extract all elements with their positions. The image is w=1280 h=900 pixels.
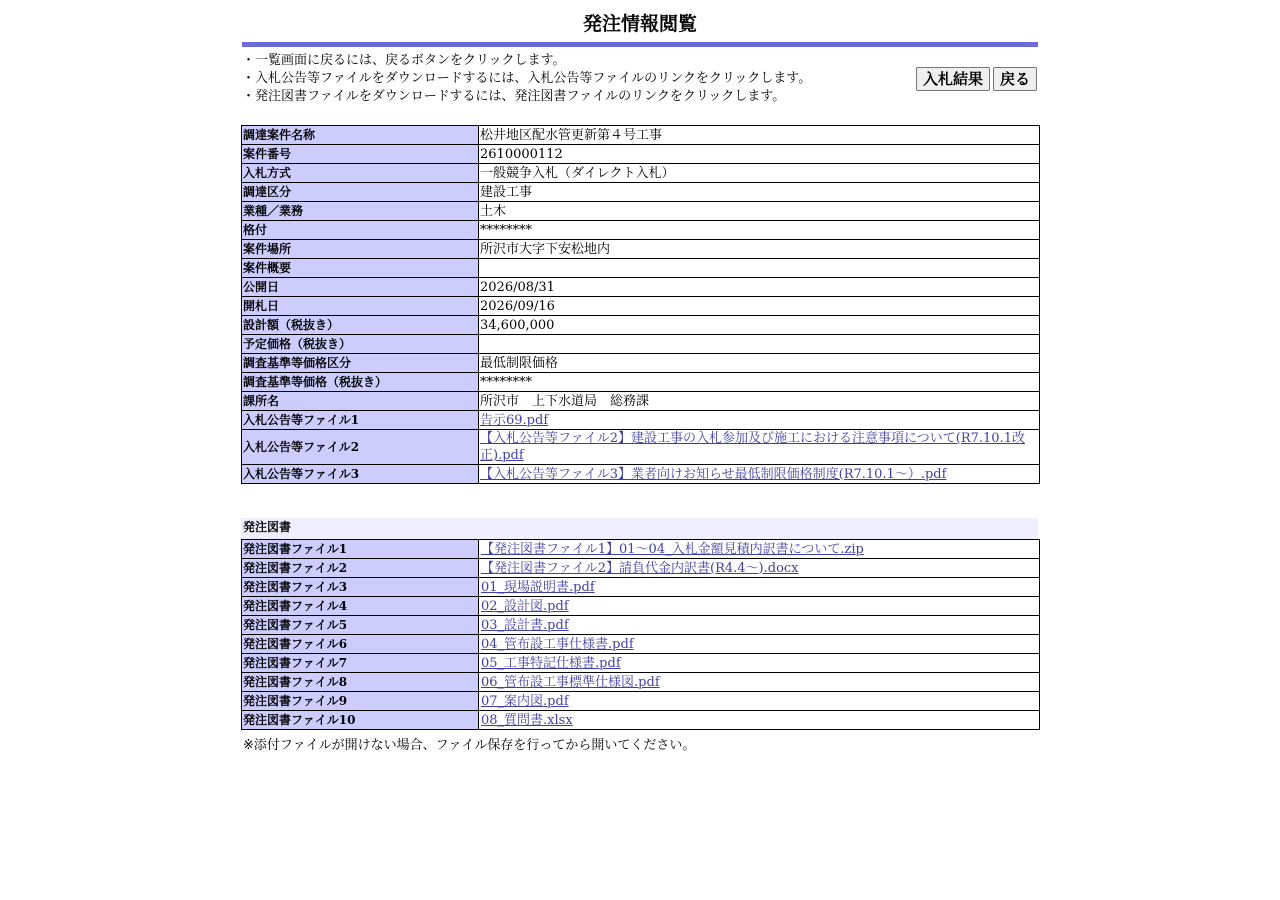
table-row	[242, 259, 1040, 278]
file-download-link[interactable]: 01_現場説明書.pdf	[481, 579, 595, 595]
instruction-list	[242, 52, 811, 106]
table-row	[242, 559, 1040, 578]
table-row	[242, 411, 1040, 430]
row-label: 案件場所	[242, 240, 479, 259]
table-row	[242, 240, 1040, 259]
row-label: 入札公告等ファイル1	[242, 411, 479, 430]
row-label: 調査基準等価格（税抜き）	[242, 373, 479, 392]
file-download-link[interactable]: 【発注図書ファイル2】請負代金内訳書(R4.4～).docx	[481, 560, 799, 576]
bid-results-button[interactable]: 入札結果	[916, 67, 990, 91]
table-row	[242, 297, 1040, 316]
table-row	[242, 183, 1040, 202]
row-label: 案件概要	[242, 259, 479, 278]
file-download-link[interactable]: 【入札公告等ファイル2】建設工事の入札参加及び施工における注意事項について(R7.10.1改正).pdf	[480, 431, 1025, 463]
row-label: 発注図書ファイル2	[242, 559, 479, 578]
file-download-link[interactable]: 07_案内図.pdf	[481, 693, 569, 709]
file-download-link[interactable]: 04_管布設工事仕様書.pdf	[481, 636, 634, 652]
row-label: 調査基準等価格区分	[242, 354, 479, 373]
row-label: 発注図書ファイル8	[242, 673, 479, 692]
table-row	[242, 316, 1040, 335]
table-row	[242, 711, 1040, 730]
row-value: 2610000112	[479, 145, 1040, 164]
row-value-link-cell	[479, 597, 1040, 616]
row-label: 調達区分	[242, 183, 479, 202]
row-label: 発注図書ファイル4	[242, 597, 479, 616]
row-value: 34,600,000	[479, 316, 1040, 335]
table-row	[242, 616, 1040, 635]
drawings-table	[241, 539, 1040, 730]
row-label: 業種／業務	[242, 202, 479, 221]
row-value-link-cell	[479, 559, 1040, 578]
procurement-info-table	[241, 125, 1040, 484]
row-label: 入札公告等ファイル3	[242, 465, 479, 484]
table-row	[242, 465, 1040, 484]
row-label: 予定価格（税抜き）	[242, 335, 479, 354]
table-row	[242, 202, 1040, 221]
row-label: 設計額（税抜き）	[242, 316, 479, 335]
table-row	[242, 145, 1040, 164]
row-value-link-cell	[479, 540, 1040, 559]
file-download-link[interactable]: 05_工事特記仕様書.pdf	[481, 655, 621, 671]
drawings-section-header: 発注図書	[241, 518, 1038, 539]
page-title: 発注情報閲覧	[582, 13, 697, 35]
row-label: 課所名	[242, 392, 479, 411]
section-spacer	[241, 484, 1039, 518]
row-label: 発注図書ファイル6	[242, 635, 479, 654]
table-row	[242, 392, 1040, 411]
row-value-link-cell	[479, 465, 1040, 484]
row-value: 2026/08/31	[479, 278, 1040, 297]
file-download-link[interactable]: 06_管布設工事標準仕様図.pdf	[481, 674, 660, 690]
row-value: 松井地区配水管更新第４号工事	[479, 126, 1040, 145]
file-download-link[interactable]: 【発注図書ファイル1】01～04_入札金額見積内訳書について.zip	[481, 541, 864, 557]
table-row	[242, 335, 1040, 354]
file-download-link[interactable]: 02_設計図.pdf	[481, 598, 569, 614]
row-value: ********	[479, 221, 1040, 240]
row-label: 発注図書ファイル3	[242, 578, 479, 597]
file-download-link[interactable]: 【入札公告等ファイル3】業者向けお知らせ最低制限価格制度(R7.10.1～）.pdf	[480, 466, 947, 482]
table-row	[242, 373, 1040, 392]
table-row	[242, 692, 1040, 711]
row-value: ********	[479, 373, 1040, 392]
table-row	[242, 654, 1040, 673]
instruction-item: ・一覧画面に戻るには、戻るボタンをクリックします。	[242, 53, 566, 68]
row-value-link-cell	[479, 654, 1040, 673]
row-value: 2026/09/16	[479, 297, 1040, 316]
table-row	[242, 635, 1040, 654]
instruction-item: ・入札公告等ファイルをダウンロードするには、入札公告等ファイルのリンクをクリックします。	[242, 71, 812, 86]
row-label: 発注図書ファイル10	[242, 711, 479, 730]
footnote: ※添付ファイルが開けない場合、ファイル保存を行ってから開いてください。	[243, 738, 696, 753]
row-value-link-cell	[479, 411, 1040, 430]
table-row	[242, 597, 1040, 616]
row-value: 所沢市大字下安松地内	[479, 240, 1040, 259]
file-download-link[interactable]: 08_質問書.xlsx	[481, 712, 573, 728]
page-container	[241, 0, 1039, 753]
row-label: 調達案件名称	[242, 126, 479, 145]
row-label: 発注図書ファイル7	[242, 654, 479, 673]
row-value-link-cell	[479, 430, 1040, 465]
row-label: 入札公告等ファイル2	[242, 430, 479, 465]
file-download-link[interactable]: 03_設計書.pdf	[481, 617, 569, 633]
row-value: 最低制限価格	[479, 354, 1040, 373]
row-value-link-cell	[479, 711, 1040, 730]
row-label: 案件番号	[242, 145, 479, 164]
row-value-link-cell	[479, 673, 1040, 692]
row-label: 発注図書ファイル9	[242, 692, 479, 711]
intro-section	[241, 47, 1039, 125]
row-value-link-cell	[479, 692, 1040, 711]
action-buttons	[916, 67, 1037, 91]
back-button[interactable]: 戻る	[993, 67, 1037, 91]
row-label: 発注図書ファイル1	[242, 540, 479, 559]
row-value: 所沢市 上下水道局 総務課	[479, 392, 1040, 411]
table-row	[242, 126, 1040, 145]
file-download-link[interactable]: 告示69.pdf	[480, 412, 549, 428]
row-label: 格付	[242, 221, 479, 240]
row-label: 入札方式	[242, 164, 479, 183]
table-row	[242, 673, 1040, 692]
table-row	[242, 221, 1040, 240]
table-row	[242, 354, 1040, 373]
row-value: 建設工事	[479, 183, 1040, 202]
row-value-link-cell	[479, 616, 1040, 635]
table-row	[242, 278, 1040, 297]
row-value-link-cell	[479, 578, 1040, 597]
table-row	[242, 540, 1040, 559]
row-value	[479, 259, 1040, 278]
row-label: 公開日	[242, 278, 479, 297]
row-value	[479, 335, 1040, 354]
row-label: 開札日	[242, 297, 479, 316]
table-row	[242, 430, 1040, 465]
row-value: 土木	[479, 202, 1040, 221]
row-label: 発注図書ファイル5	[242, 616, 479, 635]
table-row	[242, 164, 1040, 183]
row-value-link-cell	[479, 635, 1040, 654]
instruction-item: ・発注図書ファイルをダウンロードするには、発注図書ファイルのリンクをクリックします。	[242, 89, 786, 104]
row-value: 一般競争入札（ダイレクト入札）	[479, 164, 1040, 183]
table-row	[242, 578, 1040, 597]
